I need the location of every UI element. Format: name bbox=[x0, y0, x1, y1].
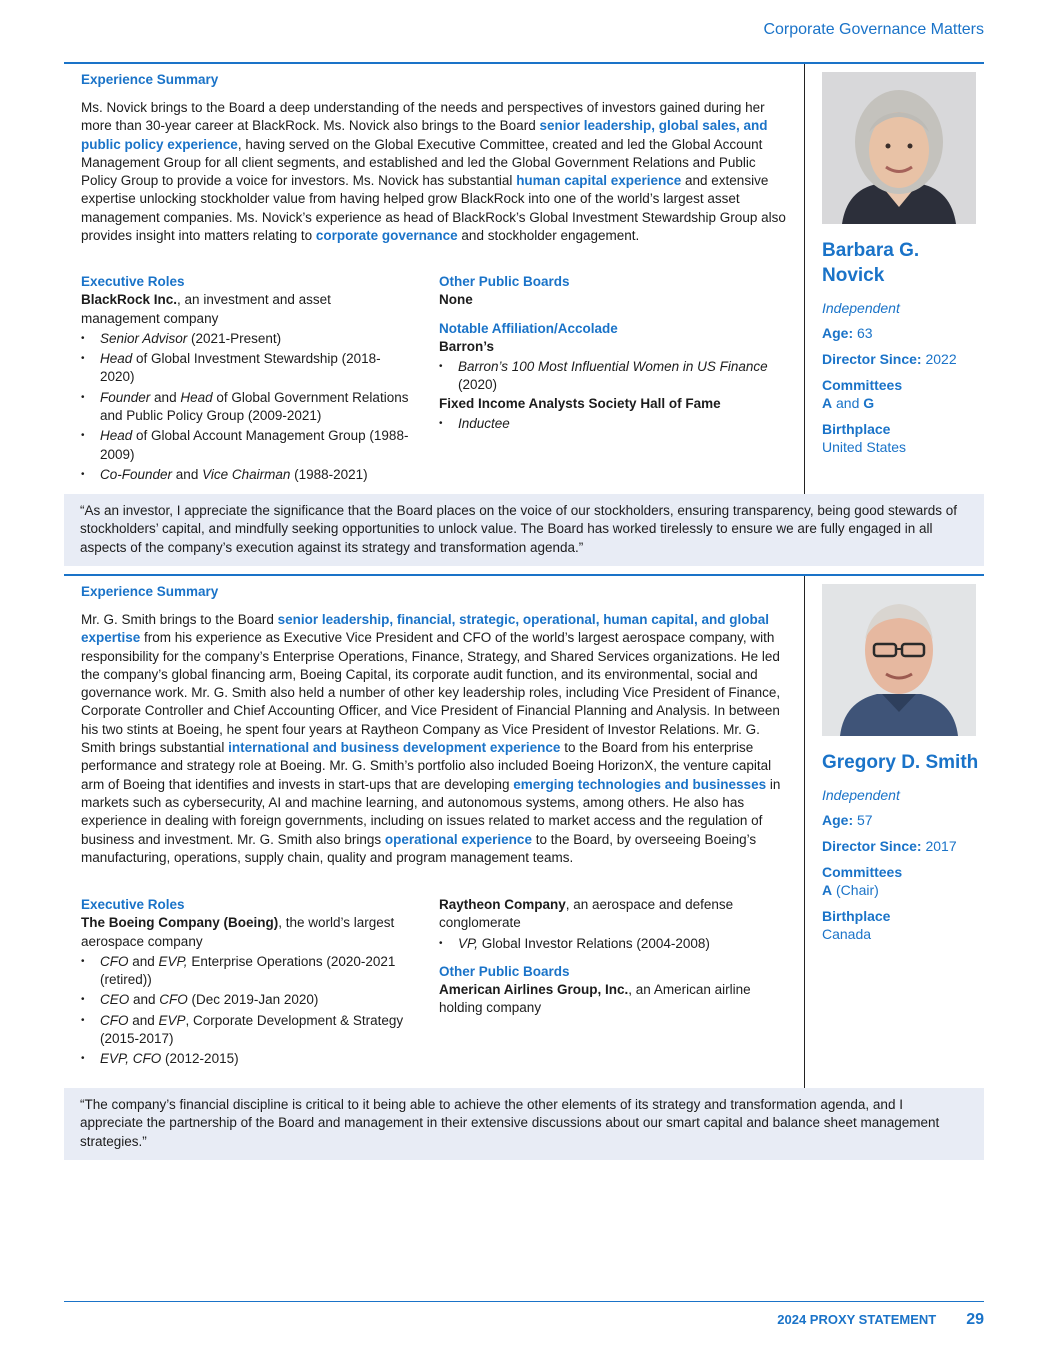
other-roles-and-boards bbox=[439, 896, 779, 1018]
role-list bbox=[81, 330, 411, 484]
committees: Committees A and G bbox=[822, 377, 903, 411]
list-item: • EVP, CFO (2012-2015) bbox=[81, 1050, 431, 1068]
experience-summary-text: Ms. Novick brings to the Board a deep understanding of the needs and perspectives of investors gained during her more than 30-year career at BlackRock. Ms. Novick also brings to the Board senior leadership, global sales, and public policy experience, having served on the Global Executive Committee, created and led the Global Account Management Group for all client segments, and established and led the Global Government Relations and Public Policy Group to provide a voice for investors. Ms. Novick has substantial human capital experience and extensive expertise unlocking stockholder value from having helped grow BlackRock into one of the world’s largest asset management companies. Ms. Novick’s experience as head of BlackRock’s Global Investment Stewardship Group also provides insight into matters relating to corporate governance and stockholder engagement. bbox=[81, 100, 786, 244]
list-item: • Co-Founder and Vice Chairman (1988-2021) bbox=[81, 466, 411, 484]
column-divider bbox=[804, 576, 805, 1088]
board-company: American Airlines Group, Inc. bbox=[439, 982, 629, 998]
director-status: Independent bbox=[822, 787, 900, 803]
role-list bbox=[439, 935, 779, 953]
committee-list: A (Chair) bbox=[822, 882, 879, 898]
footer-divider bbox=[64, 1301, 984, 1302]
experience-summary-text: Mr. G. Smith brings to the Board senior leadership, financial, strategic, operational, human capital, and global expertise from his experience as Executive Vice President and CFO of the world’s largest aerospace company, with responsibility for the company’s Enterprise Operations, Finance, Strategy, and Shared Services organizations. He led the company’s global financing arm, Boeing Capital, its corporate audit function, and its environmental, social and governance work. Mr. G. Smith also held a number of other key leadership roles, including Vice President of Finance, Corporate Controller and Chief Accounting Officer, and Vice President of Financial Planning and Analysis. In between his two stints at Boeing, he spent four years at Raytheon Company as Vice President of Investor Relations. Mr. G. Smith brings substantial international and business development experience to the Board from his enterprise performance and strategy role at Boeing. Mr. G. Smith’s portfolio also included Boeing HorizonX, the venture capital arm of Boeing that identifies and invests in start-ups that are developing emerging technologies and businesses in markets such as cybersecurity, AI and machine learning, and autonomous systems, among others. He also has experience in dealing with foreign governments, including on issues related to market access and the regulation of business and investment. Mr. G. Smith also brings operational experience to the Board, by overseeing Boeing’s manufacturing, operations, supply chain, quality and program management teams. bbox=[81, 612, 781, 865]
affiliation-list bbox=[439, 415, 769, 433]
portrait-photo bbox=[822, 72, 976, 224]
committees: Committees A (Chair) bbox=[822, 864, 903, 898]
executive-roles bbox=[81, 273, 411, 484]
list-item: • Head of Global Account Management Group (1988-2009) bbox=[81, 427, 411, 464]
column-divider bbox=[804, 64, 805, 494]
director-status: Independent bbox=[822, 300, 900, 316]
list-item: • Head of Global Investment Stewardship (2018-2020) bbox=[81, 350, 411, 387]
executive-roles-label: Executive Roles bbox=[81, 897, 185, 912]
list-item: • CFO and EVP, Corporate Development & Strategy (2015-2017) bbox=[81, 1012, 431, 1049]
other-boards-label: Other Public Boards bbox=[439, 274, 570, 289]
list-item: • CEO and CFO (Dec 2019-Jan 2020) bbox=[81, 991, 431, 1009]
director-quote: “As an investor, I appreciate the significance that the Board places on the voice of our stockholders, ensuring transparency, being good stewards of stockholders’ capital, and mindfully seeking opportunities to unlock value. The Board has worked tirelessly to ensure we are fully engaged in all aspects of the company’s execution against its strategy and transformation agenda.” bbox=[64, 494, 984, 566]
affiliation-org: Barron’s bbox=[439, 338, 495, 354]
board-description: , an American airline holding company bbox=[439, 982, 751, 1016]
boards-and-affiliations bbox=[439, 273, 769, 433]
director-age: Age: 63 bbox=[822, 325, 873, 341]
director-name: Barbara G. Novick bbox=[822, 240, 920, 286]
affiliation-list bbox=[439, 358, 769, 395]
company-description: , the world’s largest aerospace company bbox=[81, 915, 395, 949]
portrait-photo bbox=[822, 584, 976, 736]
affiliation-label: Notable Affiliation/Accolade bbox=[439, 320, 618, 336]
birthplace: Birthplace Canada bbox=[822, 908, 891, 942]
director-since: Director Since: 2022 bbox=[822, 351, 957, 367]
director-sidebar bbox=[822, 72, 982, 456]
birthplace: Birthplace United States bbox=[822, 421, 907, 455]
company-name: Raytheon Company bbox=[439, 897, 566, 912]
executive-roles bbox=[81, 896, 431, 1069]
page-number: 29 bbox=[966, 1311, 984, 1328]
other-boards-value: None bbox=[439, 292, 473, 308]
document-title: 2024 PROXY STATEMENT bbox=[777, 1312, 937, 1327]
list-item: • VP, Global Investor Relations (2004-2008) bbox=[439, 935, 779, 953]
list-item: • Senior Advisor (2021-Present) bbox=[81, 330, 411, 348]
director-age: Age: 57 bbox=[822, 812, 873, 828]
director-profile-smith bbox=[64, 576, 984, 1088]
committee-list: A and G bbox=[822, 395, 875, 411]
list-item: • Founder and Head of Global Government Relations and Public Policy Group (2009-2021) bbox=[81, 389, 411, 426]
section-title: Corporate Governance Matters bbox=[763, 21, 984, 38]
other-boards-label: Other Public Boards bbox=[439, 963, 570, 979]
affiliation-org: Fixed Income Analysts Society Hall of Fame bbox=[439, 395, 721, 411]
director-since: Director Since: 2017 bbox=[822, 838, 957, 854]
director-name: Gregory D. Smith bbox=[822, 752, 979, 773]
list-item: • Barron’s 100 Most Influential Women in US Finance (2020) bbox=[439, 358, 769, 395]
director-sidebar bbox=[822, 584, 982, 943]
role-list bbox=[81, 953, 431, 1069]
company-description: , an investment and asset management company bbox=[81, 292, 331, 326]
company-name: BlackRock Inc. bbox=[81, 292, 178, 308]
list-item: • CFO and EVP, Enterprise Operations (2020-2021 (retired)) bbox=[81, 953, 431, 990]
company-name: The Boeing Company (Boeing) bbox=[81, 915, 279, 931]
director-quote: “The company’s financial discipline is critical to it being able to achieve the other elements of its strategy and transformation agenda, and I appreciate the partnership of the Board and management in their extensive discussions about our smart capital and balance sheet management strategies.” bbox=[64, 1088, 984, 1160]
executive-roles-label: Executive Roles bbox=[81, 274, 185, 289]
company-description: , an aerospace and defense conglomerate bbox=[439, 897, 734, 931]
experience-summary-label: Experience Summary bbox=[81, 72, 219, 87]
experience-summary-label: Experience Summary bbox=[81, 584, 219, 599]
page-footer bbox=[777, 1311, 984, 1329]
list-item: • Inductee bbox=[439, 415, 769, 433]
director-profile-novick bbox=[64, 64, 984, 494]
